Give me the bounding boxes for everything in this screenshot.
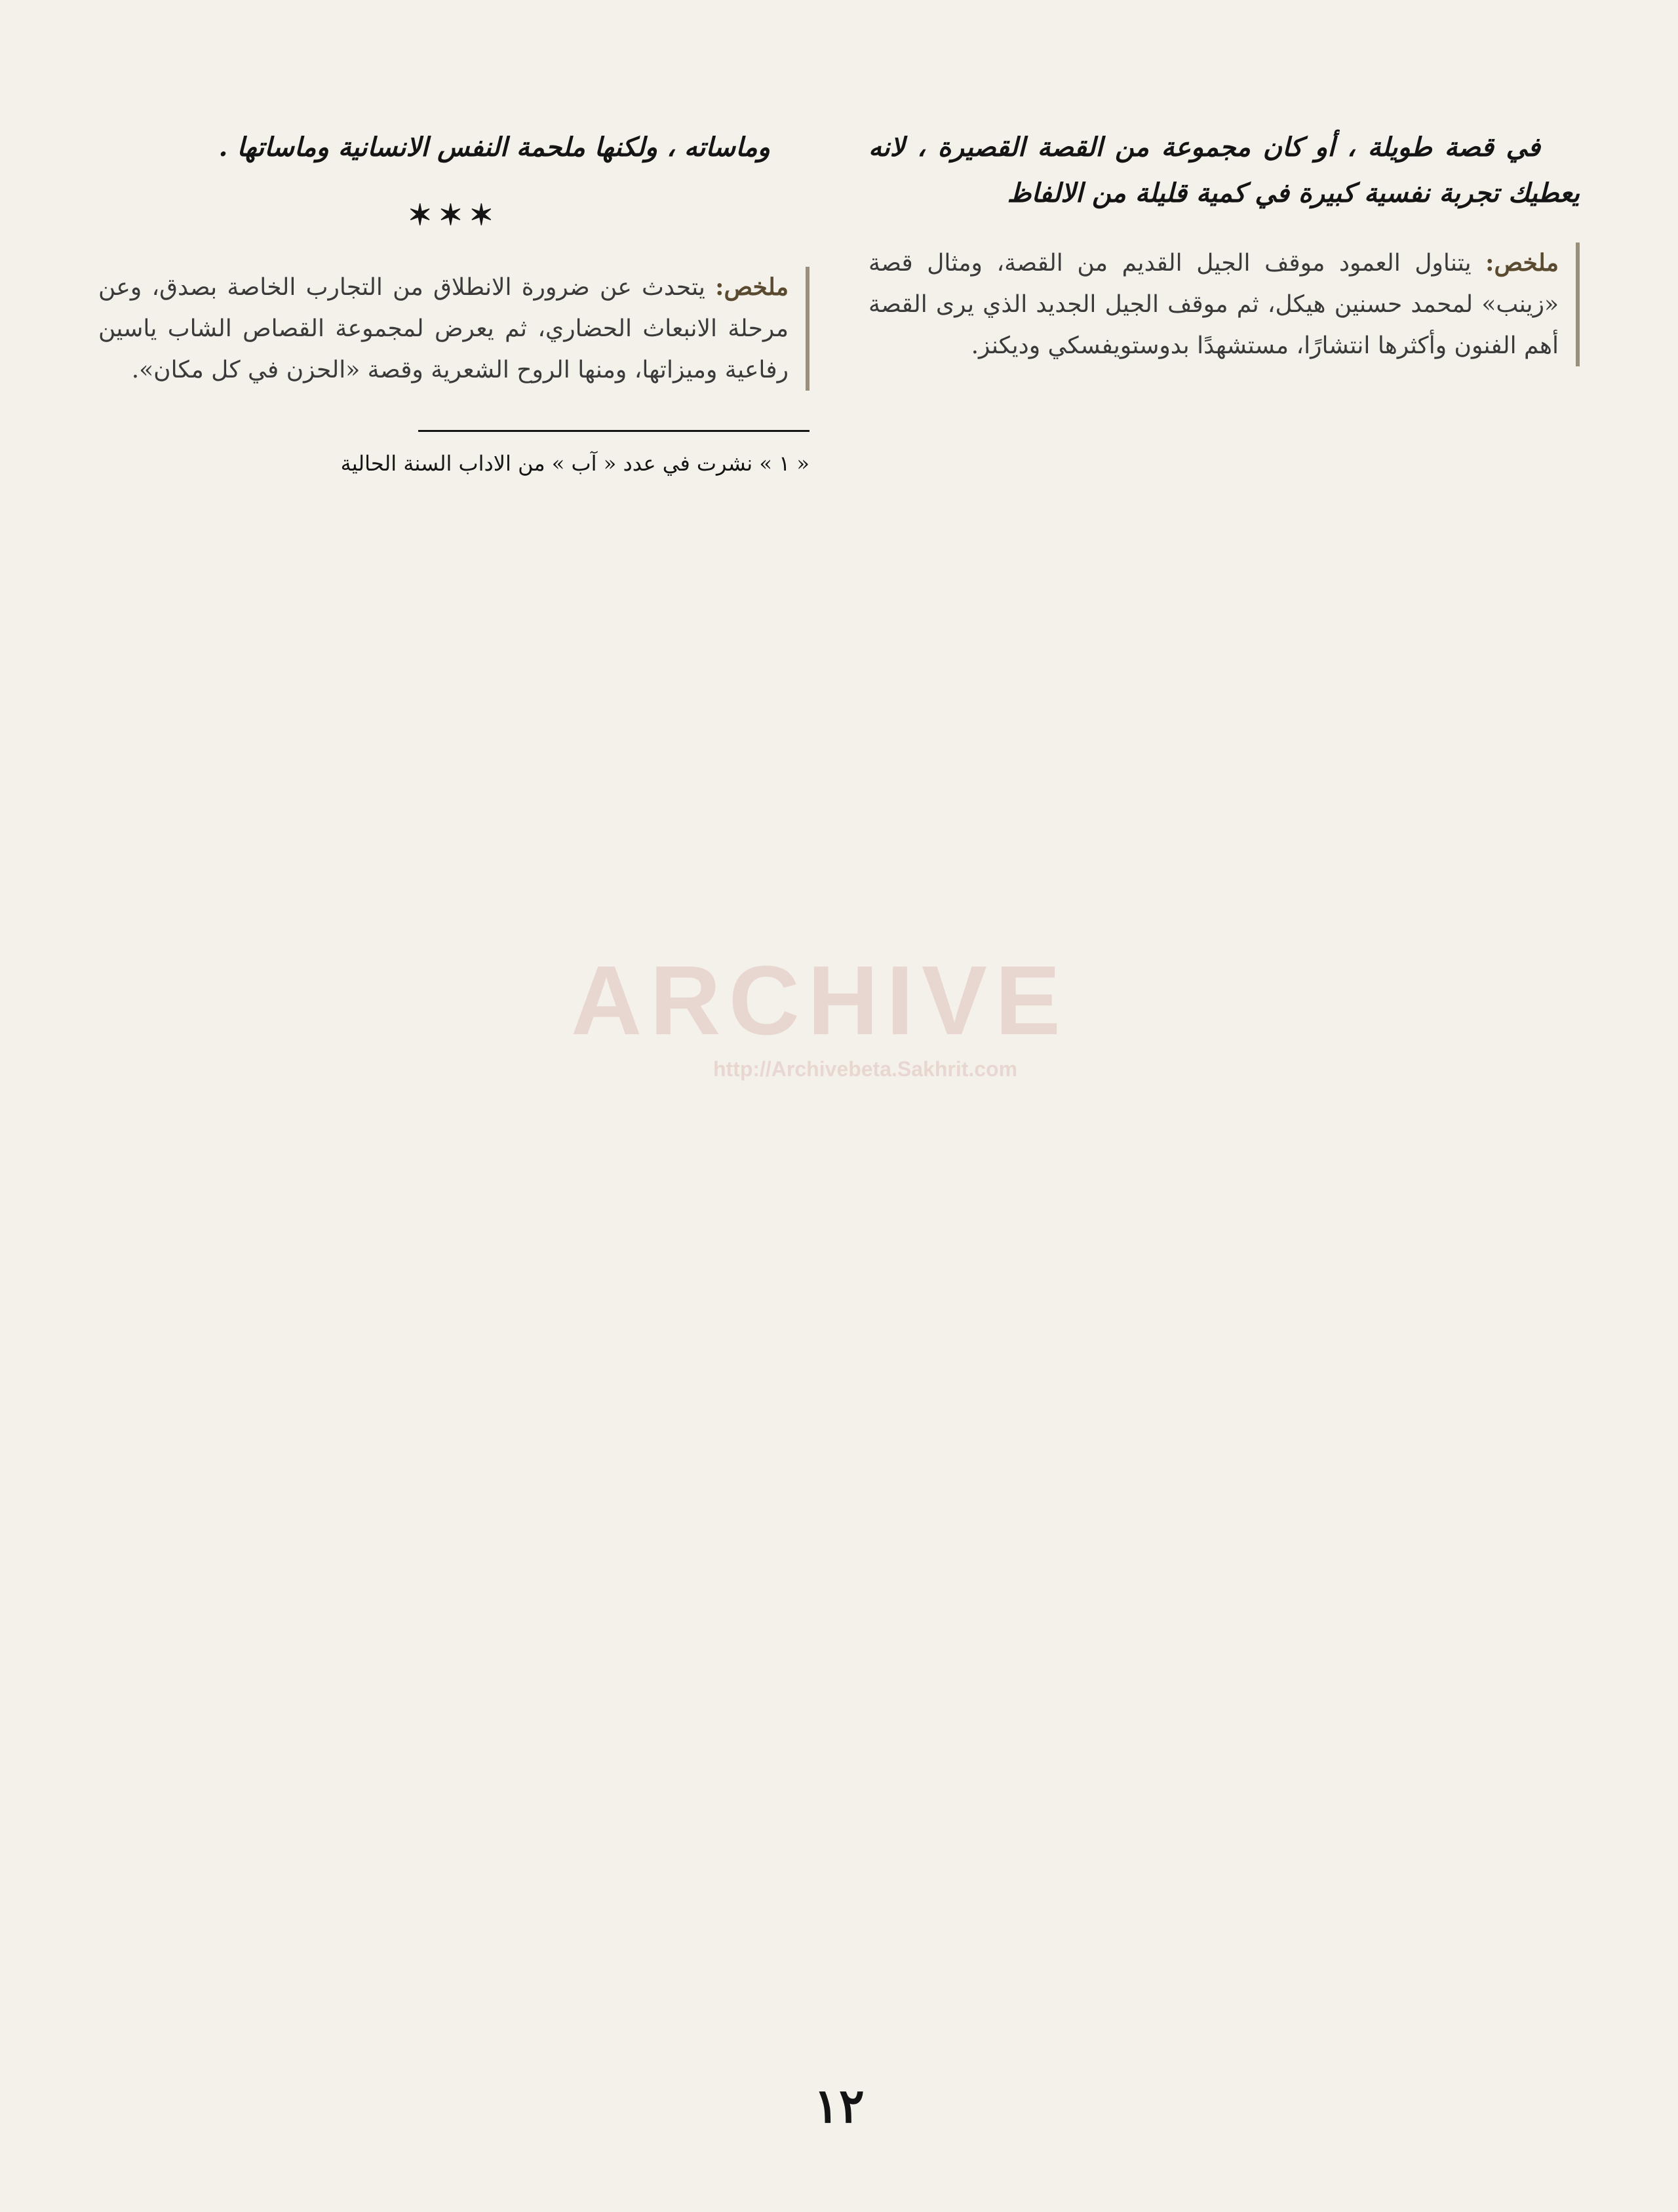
right-column-summary-text: يتناول العمود موقف الجيل القديم من القصة، ومثال قصة «زينب» لمحمد حسنين هيكل، ثم موقف الجيل الجديد الذي يرى القصة أهم الفنون وأكثرها انتشارًا، مستشهدًا بدوستويفسكي وديكنز. (868, 250, 1559, 359)
watermark-url: http://Archivebeta.Sakhrit.com (712, 1057, 1018, 1081)
section-separator: ✶✶✶ (408, 199, 500, 232)
right-column (868, 125, 1580, 2058)
article-columns (98, 125, 1580, 2058)
page-number: ١٢ (813, 2078, 865, 2133)
left-column (98, 125, 810, 2058)
footnote: « ١ » نشرت في عدد « آب » من الاداب السنة الحالية (340, 451, 810, 476)
right-column-summary-label: ملخص: (1485, 249, 1559, 277)
watermark-brand: ARCHIVE (570, 945, 1068, 1055)
left-column-summary (98, 267, 810, 391)
right-column-excerpt: في قصة طويلة ، أو كان مجموعة من القصة القصيرة ، لانه يعطيك تجربة نفسية كبيرة في كمية قليلة من الالفاظ (868, 132, 1580, 208)
left-column-excerpt: وماساته ، ولكنها ملحمة النفس الانسانية وماساتها . (218, 132, 770, 163)
left-column-summary-label: ملخص: (715, 273, 789, 301)
left-column-summary-text: يتحدث عن ضرورة الانطلاق من التجارب الخاصة بصدق، وعن مرحلة الانبعاث الحضاري، ثم يعرض لمجموعة القصاص الشاب ياسين رفاعية وميزاتها، ومنها الروح الشعرية وقصة «الحزن في كل مكان». (98, 274, 789, 383)
footnote-divider (418, 430, 810, 432)
archive-watermark (570, 944, 1068, 1081)
right-column-summary (868, 243, 1580, 366)
